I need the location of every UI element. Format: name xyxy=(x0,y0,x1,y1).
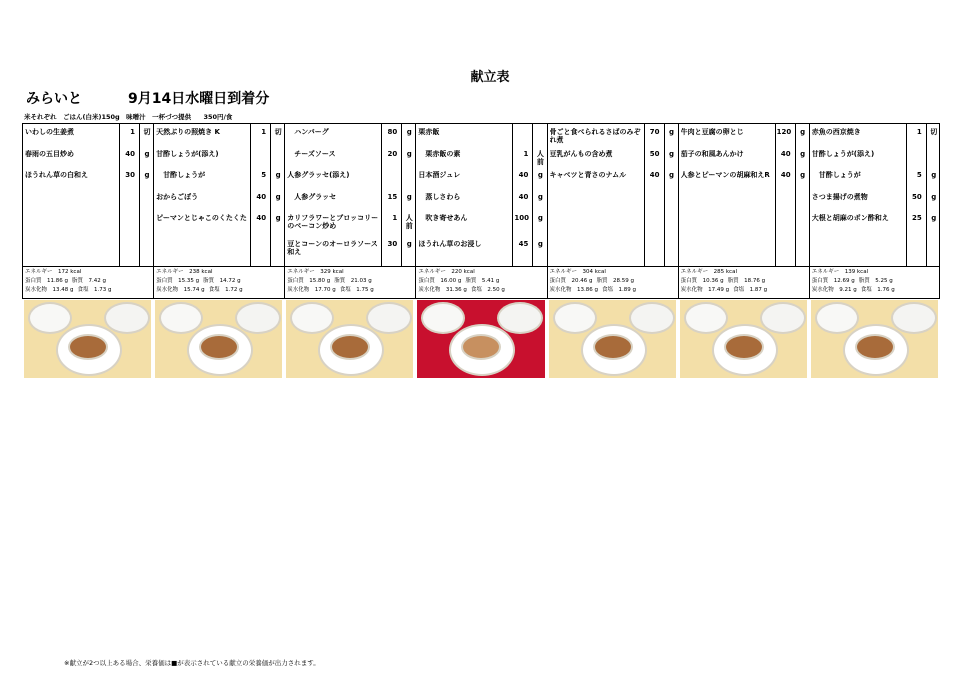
item-unit: g xyxy=(668,171,674,179)
meal-photo-image xyxy=(24,300,151,378)
item-name: チーズソース xyxy=(287,150,336,158)
day-column xyxy=(809,123,940,299)
nutrition-value: 炭水化物 15.74 g xyxy=(156,287,205,293)
nutrition-value: 食塩 1.87 g xyxy=(733,287,768,293)
meal-photo-image xyxy=(286,300,413,378)
item-qty: 40 xyxy=(256,193,267,201)
page-title: 献立表 xyxy=(470,70,510,85)
item-qty: 50 xyxy=(912,193,922,201)
meal-photo xyxy=(547,299,678,379)
item-qty: 40 xyxy=(649,171,660,179)
item-qty: 25 xyxy=(912,214,922,222)
item-unit: g xyxy=(931,171,937,179)
item-unit: g xyxy=(406,128,412,136)
item-qty: 120 xyxy=(776,128,792,136)
item-name: 人参とピーマンの胡麻和えR xyxy=(680,171,770,179)
nutrition-line2 xyxy=(550,277,676,286)
item-name: 栗赤飯 xyxy=(418,128,440,136)
nutrition-value: 食塩 1.72 g xyxy=(208,287,243,293)
meal-photo-image xyxy=(417,300,544,378)
menu-note xyxy=(24,112,242,121)
item-unit: 人前 xyxy=(536,150,544,166)
nutrition-value: 蛋白質 15.80 g xyxy=(287,278,331,284)
item-name: 甘酢しょうが xyxy=(811,171,861,179)
item-qty: 1 xyxy=(261,128,267,136)
item-unit: 切 xyxy=(274,128,282,136)
footer-note: ※献立が2つ以上ある場合、栄養価は■が表示されている献立の栄養価が出力されます。 xyxy=(64,659,320,667)
nutrition-value: 脂質 5.25 g xyxy=(858,278,893,284)
item-name: 赤魚の西京焼き xyxy=(811,128,861,136)
nutrition-info xyxy=(154,267,284,299)
item-unit: g xyxy=(537,193,543,201)
meal-photo xyxy=(284,299,415,379)
item-name: 甘酢しょうが(添え) xyxy=(811,150,875,158)
item-unit: 人前 xyxy=(405,214,413,230)
item-name: 豆とコーンのオーロラソース和え xyxy=(287,240,378,256)
nutrition-info xyxy=(416,267,546,299)
note-price: 350円/食 xyxy=(203,113,233,121)
menu-grid xyxy=(22,123,940,299)
nutrition-value: 食塩 1.76 g xyxy=(860,287,895,293)
day-column xyxy=(415,123,546,299)
item-qty: 45 xyxy=(518,240,529,248)
item-qty: 1 xyxy=(392,214,398,222)
item-qty: 1 xyxy=(130,128,135,136)
item-qty: 80 xyxy=(387,128,398,136)
day-column xyxy=(284,123,415,299)
meal-photo-image xyxy=(811,300,938,378)
nutrition-energy: エネルギー 172 kcal xyxy=(25,269,82,275)
nutrition-info xyxy=(679,267,809,299)
menu-items xyxy=(23,123,153,267)
nutrition-value: 炭水化物 17.70 g xyxy=(287,287,336,293)
nutrition-info xyxy=(548,267,678,299)
nutrition-value: 炭水化物 13.48 g xyxy=(25,287,74,293)
nutrition-value: 食塩 1.73 g xyxy=(77,287,112,293)
nutrition-info xyxy=(285,267,415,299)
nutrition-energy: エネルギー 238 kcal xyxy=(156,269,213,275)
item-name: 牛肉と豆腐の卵とじ xyxy=(680,128,744,136)
item-unit: g xyxy=(668,150,674,158)
item-qty: 5 xyxy=(916,171,922,179)
menu-items xyxy=(285,123,415,267)
nutrition-energy: エネルギー 285 kcal xyxy=(680,269,737,275)
item-name: 豆乳がんもの含め煮 xyxy=(549,150,613,158)
menu-items xyxy=(810,123,939,267)
nutrition-value: 蛋白質 15.35 g xyxy=(156,278,200,284)
meal-photo-image xyxy=(549,300,676,378)
item-name: ほうれん草の白和え xyxy=(25,171,88,179)
item-unit: g xyxy=(144,150,150,158)
meal-photo xyxy=(22,299,153,379)
nutrition-line3 xyxy=(156,286,282,295)
nutrition-value: 食塩 1.89 g xyxy=(602,287,636,293)
item-qty: 40 xyxy=(518,171,529,179)
item-name: いわしの生姜煮 xyxy=(25,128,74,136)
note-rice: 米それぞれ ごはん(白米)150g 味噌汁 一杯づつ提供 xyxy=(24,113,192,121)
item-qty: 40 xyxy=(780,171,791,179)
nutrition-line3 xyxy=(418,286,544,295)
item-name: キャベツと青さのナムル xyxy=(549,171,627,179)
day-column xyxy=(22,123,153,299)
brand-name: みらいと xyxy=(26,91,82,107)
item-qty: 5 xyxy=(261,171,267,179)
nutrition-value: 脂質 7.42 g xyxy=(72,278,106,284)
menu-items xyxy=(548,123,678,267)
meal-photo xyxy=(678,299,809,379)
item-unit: g xyxy=(668,128,674,136)
day-column xyxy=(547,123,678,299)
nutrition-value: 食塩 1.75 g xyxy=(339,287,374,293)
day-column xyxy=(153,123,284,299)
nutrition-line2 xyxy=(681,277,807,286)
delivery-date: 9月14日水曜日到着分 xyxy=(128,91,270,107)
item-qty: 1 xyxy=(523,150,529,158)
item-name: 春雨の五目炒め xyxy=(25,150,74,158)
nutrition-line3 xyxy=(812,286,937,295)
item-qty: 30 xyxy=(387,240,398,248)
item-name: 蒸しさわら xyxy=(418,193,461,201)
nutrition-energy: エネルギー 329 kcal xyxy=(287,269,344,275)
item-name: 茄子の和風あんかけ xyxy=(680,150,744,158)
item-qty: 1 xyxy=(916,128,922,136)
nutrition-value: 蛋白質 16.00 g xyxy=(418,278,462,284)
nutrition-line3 xyxy=(287,286,413,295)
item-unit: g xyxy=(800,171,806,179)
nutrition-energy: エネルギー 220 kcal xyxy=(418,269,475,275)
menu-items xyxy=(679,123,809,267)
nutrition-line3 xyxy=(550,286,676,295)
item-unit: g xyxy=(931,193,937,201)
meal-photo-image xyxy=(680,300,807,378)
item-unit: g xyxy=(275,171,281,179)
nutrition-line2 xyxy=(287,277,413,286)
nutrition-value: 脂質 5.41 g xyxy=(465,278,500,284)
nutrition-value: 蛋白質 12.69 g xyxy=(811,278,855,284)
nutrition-value: 脂質 28.59 g xyxy=(596,278,634,284)
item-unit: g xyxy=(800,150,806,158)
item-qty: 70 xyxy=(649,128,660,136)
nutrition-value: 脂質 18.76 g xyxy=(727,278,766,284)
item-unit: g xyxy=(406,193,412,201)
nutrition-value: 炭水化物 9.21 g xyxy=(811,287,857,293)
nutrition-line2 xyxy=(25,277,151,286)
nutrition-energy: エネルギー 304 kcal xyxy=(549,269,606,275)
nutrition-value: 炭水化物 31.36 g xyxy=(418,287,467,293)
meal-photo xyxy=(415,299,546,379)
nutrition-value: 脂質 14.72 g xyxy=(203,278,241,284)
nutrition-line2 xyxy=(156,277,282,286)
item-qty: 40 xyxy=(780,150,791,158)
item-unit: g xyxy=(800,128,806,136)
item-name: ピーマンとじゃこのくたくた xyxy=(156,214,247,222)
nutrition-line2 xyxy=(812,277,937,286)
item-qty: 40 xyxy=(125,150,135,158)
item-unit: g xyxy=(931,214,937,222)
item-unit: g xyxy=(275,193,281,201)
item-name: 天然ぶりの照焼き K xyxy=(156,128,220,136)
item-unit: 切 xyxy=(930,128,938,136)
nutrition-line2 xyxy=(418,277,544,286)
nutrition-value: 炭水化物 13.86 g xyxy=(549,287,598,293)
item-name: 大根と胡麻のポン酢和え xyxy=(811,214,889,222)
item-name: ハンバーグ xyxy=(287,128,329,136)
photo-strip xyxy=(22,299,940,379)
item-unit: g xyxy=(406,240,412,248)
item-qty: 15 xyxy=(387,193,398,201)
menu-items xyxy=(416,123,546,267)
item-name: 骨ごと食べられるさばのみぞれ煮 xyxy=(549,128,641,144)
item-unit: g xyxy=(406,150,412,158)
nutrition-value: 蛋白質 10.36 g xyxy=(680,278,724,284)
item-qty: 30 xyxy=(125,171,135,179)
item-name: 人参グラッセ xyxy=(287,193,337,201)
item-qty: 40 xyxy=(518,193,529,201)
item-name: 吹き寄せあん xyxy=(418,214,468,222)
nutrition-line3 xyxy=(681,286,807,295)
item-qty: 50 xyxy=(649,150,660,158)
meal-photo xyxy=(153,299,284,379)
item-unit: g xyxy=(537,214,543,222)
nutrition-info xyxy=(810,267,939,299)
item-unit: g xyxy=(144,171,150,179)
item-name: カリフラワーとブロッコリーのベーコン炒め xyxy=(287,214,379,230)
item-name: ほうれん草のお浸し xyxy=(418,240,482,248)
item-unit: g xyxy=(537,171,543,179)
item-name: 甘酢しょうが xyxy=(156,171,206,179)
item-qty: 100 xyxy=(514,214,529,222)
item-unit: g xyxy=(537,240,543,248)
nutrition-value: 炭水化物 17.49 g xyxy=(680,287,730,293)
item-name: 甘酢しょうが(添え) xyxy=(156,150,219,158)
day-column xyxy=(678,123,809,299)
item-name: さつま揚げの煮物 xyxy=(811,193,868,201)
item-qty: 40 xyxy=(256,214,267,222)
menu-items xyxy=(154,123,284,267)
item-name: 人参グラッセ(添え) xyxy=(287,171,350,179)
item-unit: 切 xyxy=(143,128,151,136)
nutrition-energy: エネルギー 139 kcal xyxy=(811,269,869,275)
nutrition-value: 蛋白質 20.46 g xyxy=(549,278,593,284)
item-name: 栗赤飯の素 xyxy=(418,150,461,158)
meal-photo xyxy=(809,299,940,379)
nutrition-info xyxy=(23,267,153,299)
item-qty: 20 xyxy=(387,150,398,158)
nutrition-line3 xyxy=(25,286,151,295)
nutrition-value: 食塩 2.50 g xyxy=(470,287,505,293)
item-name: 日本酒ジュレ xyxy=(418,171,461,179)
meal-photo-image xyxy=(155,300,282,378)
nutrition-value: 蛋白質 11.86 g xyxy=(25,278,68,284)
item-unit: g xyxy=(275,214,281,222)
item-name: おからごぼう xyxy=(156,193,199,201)
nutrition-value: 脂質 21.03 g xyxy=(334,278,372,284)
